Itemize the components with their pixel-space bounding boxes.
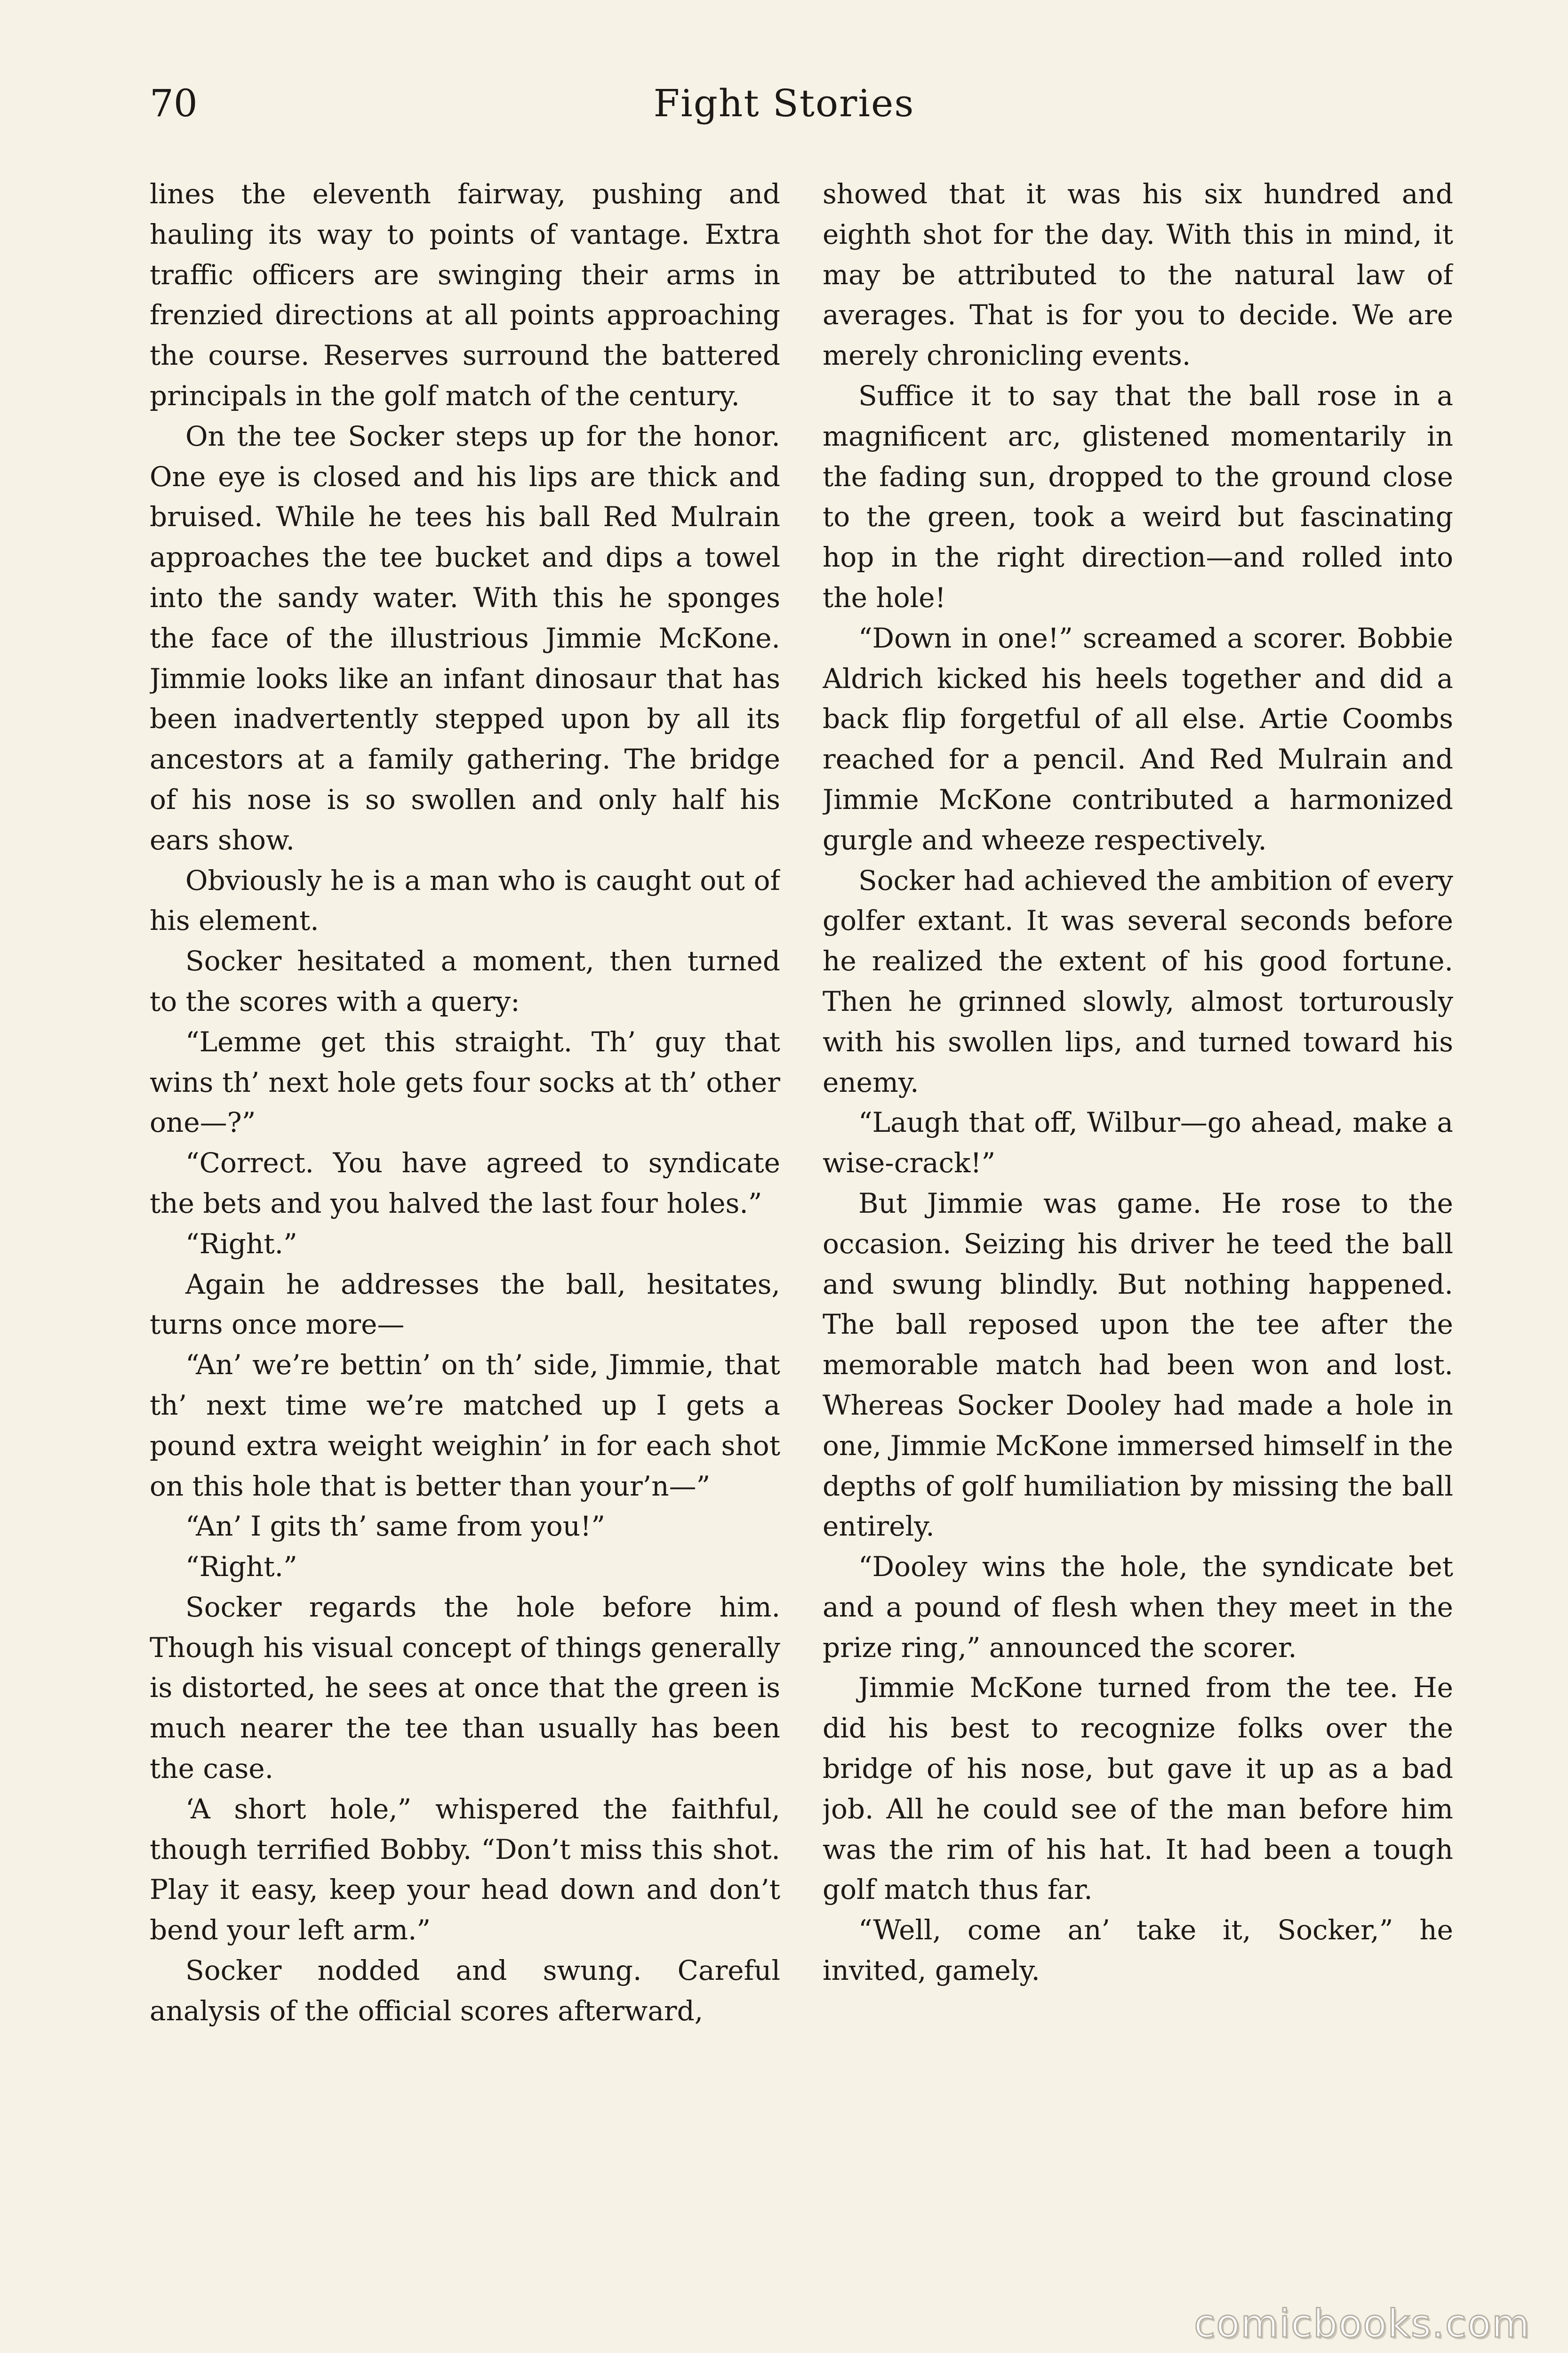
paragraph: Again he addresses the ball, hesitates, turns once more— [150,1268,780,1341]
running-title: Fight Stories [653,81,915,125]
paragraph: “Dooley wins the hole, the syndicate bet and a pound of flesh when they meet in the prize ring,” announced the scorer. [823,1551,1453,1664]
paragraph: On the tee Socker steps up for the honor. One eye is closed and his lips are thick and bruised. While he tees his ball Red Mulrain approaches the tee bucket and dips a towel into the sandy water. With this he sponges the face of the illustrious Jimmie McKone. Jimmie looks like an infant dinosaur that has been inadvertently stepped upon by all its ancestors at a family gathering. The bridge of his nose is so swollen and only half his ears show. [150,420,780,856]
left-column [150,174,780,2292]
paragraph: Socker regards the hole before him. Though his visual concept of things generally is distorted, he sees at once that the green is much nearer the tee than usually has been the case. [150,1591,780,1785]
paragraph: “Laugh that off, Wilbur—go ahead, make a wise-crack!” [823,1106,1453,1179]
paragraph: “Lemme get this straight. Th’ guy that wins th’ next hole gets four socks at th’ other one—?” [150,1025,780,1139]
watermark: comicbooks.com [1194,2302,1530,2346]
paragraph: Socker hesitated a moment, then turned to the scores with a query: [150,945,780,1017]
paragraph: “Right.” [185,1551,297,1583]
paragraph: Jimmie McKone turned from the tee. He did his best to recognize folks over the bridge of his nose, but gave it up as a bad job. All he could see of the man before him was the rim of his hat. It had been a tough golf match thus far. [823,1672,1453,1906]
paragraph: “Well, come an’ take it, Socker,” he invited, gamely. [823,1914,1453,1987]
paragraph: But Jimmie was game. He rose to the occasion. Seizing his driver he teed the ball and swung blindly. But nothing happened. The ball reposed upon the tee after the memorable match had been won and lost. Whereas Socker Dooley had made a hole in one, Jimmie McKone immersed himself in the depths of golf humiliation by missing the ball entirely. [823,1187,1453,1543]
paragraph: Suffice it to say that the ball rose in a magnificent arc, glistened momentarily in the fading sun, dropped to the ground close to the green, took a weird but fascinating hop in the right direction—and rolled into the hole! [823,379,1453,614]
paragraph: lines the eleventh fairway, pushing and hauling its way to points of vantage. Extra traffic officers are swinging their arms in frenzied directions at all points approaching the course. Reserves surround the battered principals in the golf match of the century. [150,178,780,412]
paragraph: Obviously he is a man who is caught out of his element. [150,864,780,937]
paragraph: Socker had achieved the ambition of every golfer extant. It was several seconds before he realized the extent of his good fortune. Then he grinned slowly, almost torturously with his swollen lips, and turned toward his enemy. [823,864,1453,1098]
paragraph: “Down in one!” screamed a scorer. Bobbie Aldrich kicked his heels together and did a back flip forgetful of all else. Artie Coombs reached for a pencil. And Red Mulrain and Jimmie McKone contributed a harmonized gurgle and wheeze respectively. [823,622,1453,856]
paragraph: ‘A short hole,” whispered the faithful, though terrified Bobby. “Don’t miss this shot. Play it easy, keep your head down and don’t bend your left arm.” [150,1793,780,1946]
paragraph: “Correct. You have agreed to syndicate the bets and you halved the last four holes.” [150,1147,780,1219]
page-number: 70 [150,81,198,125]
page-header [0,75,1568,146]
paragraph: Socker nodded and swung. Careful analysis of the official scores afterward, [150,1954,780,2027]
paragraph: “An’ we’re bettin’ on th’ side, Jimmie, that th’ next time we’re matched up I gets a pound extra weight weighin’ in for each shot on this hole that is better than your’n—” [150,1349,780,1502]
paragraph: showed that it was his six hundred and eighth shot for the day. With this in mind, it may be attributed to the natural law of averages. That is for you to decide. We are merely chronicling events. [823,178,1453,372]
paragraph: “Right.” [185,1227,297,1260]
paragraph: “An’ I gits th’ same from you!” [185,1510,606,1543]
right-column [823,174,1453,2292]
